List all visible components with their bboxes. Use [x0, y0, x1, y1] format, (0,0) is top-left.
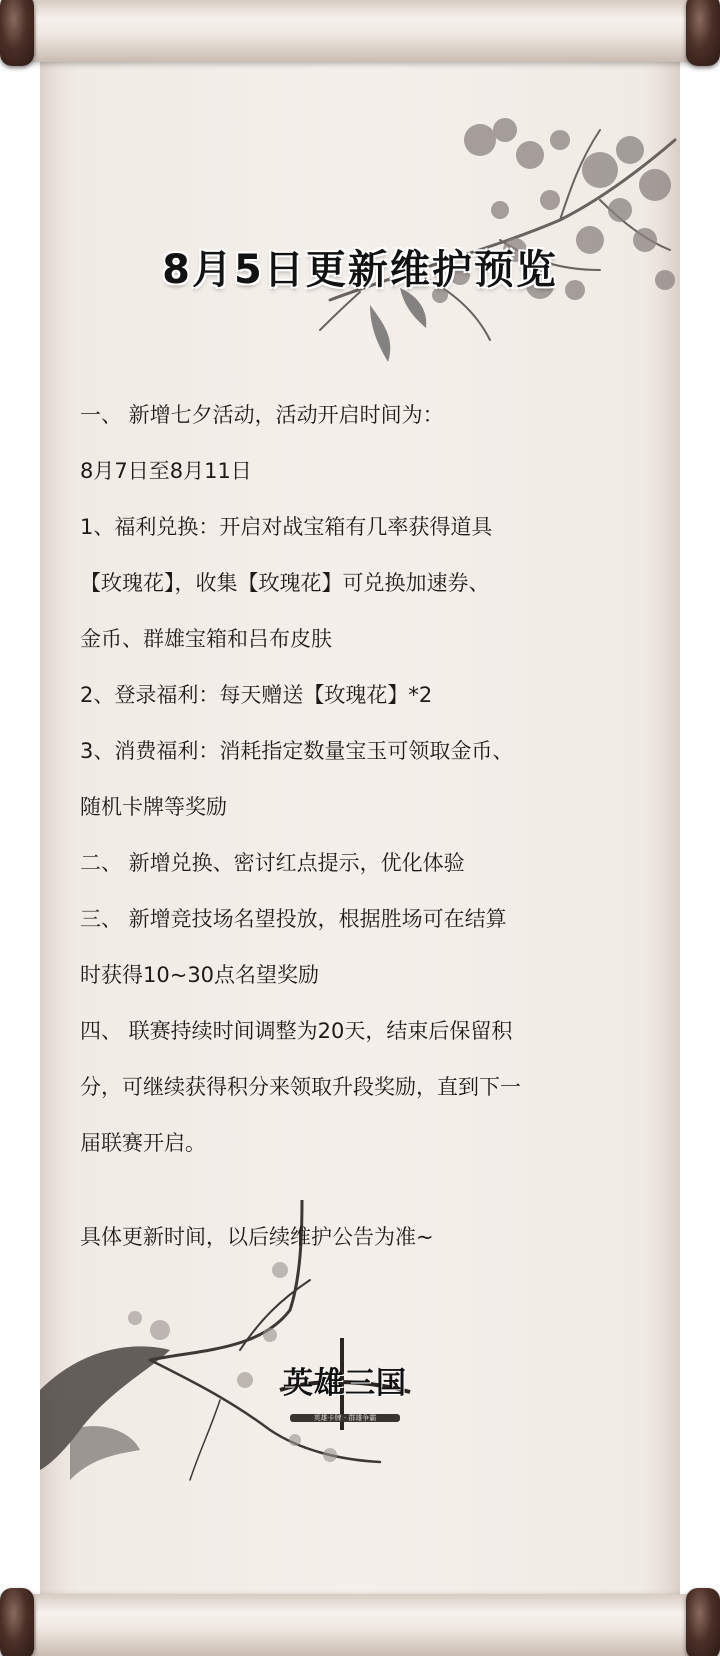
announcement-line: 届联赛开启。 [80, 1131, 206, 1155]
page-title: 8月5日更新维护预览 [162, 247, 558, 293]
announcement-footer: 具体更新时间，以后续维护公告为准~ [80, 1225, 434, 1249]
announcement-line: 金币、群雄宝箱和吕布皮肤 [80, 627, 332, 651]
announcement-line: 1、福利兑换：开启对战宝箱有几率获得道具 [80, 515, 493, 539]
roller-knob-bottom-left [0, 1588, 34, 1656]
announcement-line: 【玫瑰花】，收集【玫瑰花】可兑换加速券、 [80, 571, 490, 595]
plum-blossom-painting-top [300, 100, 680, 370]
scroll-roller-bottom [28, 1594, 694, 1656]
announcement-line: 四、 联赛持续时间调整为20天，结束后保留积 [80, 1019, 513, 1043]
logo-title: 英雄三国 [283, 1366, 407, 1401]
scroll-roller-top [28, 0, 694, 62]
announcement-line: 分，可继续获得积分来领取升段奖励，直到下一 [80, 1075, 521, 1099]
announcement-line: 随机卡牌等奖励 [80, 795, 227, 819]
announcement-line: 三、 新增竞技场名望投放，根据胜场可在结算 [80, 907, 507, 931]
roller-knob-top-left [0, 0, 34, 66]
logo-subtitle: 英雄卡牌 · 群雄争霸 [313, 1414, 377, 1422]
announcement-line: 2、登录福利：每天赠送【玫瑰花】*2 [80, 683, 433, 707]
announcement-line: 8月7日至8月11日 [80, 459, 252, 483]
announcement-line: 3、消费福利：消耗指定数量宝玉可领取金币、 [80, 739, 514, 763]
announcement-line: 时获得10~30点名望奖励 [80, 963, 320, 987]
announcement-line: 一、 新增七夕活动，活动开启时间为： [80, 403, 444, 427]
roller-knob-bottom-right [686, 1588, 720, 1656]
game-logo [270, 1330, 420, 1440]
announcement-line: 二、 新增兑换、密讨红点提示，优化体验 [80, 851, 465, 875]
roller-knob-top-right [686, 0, 720, 66]
